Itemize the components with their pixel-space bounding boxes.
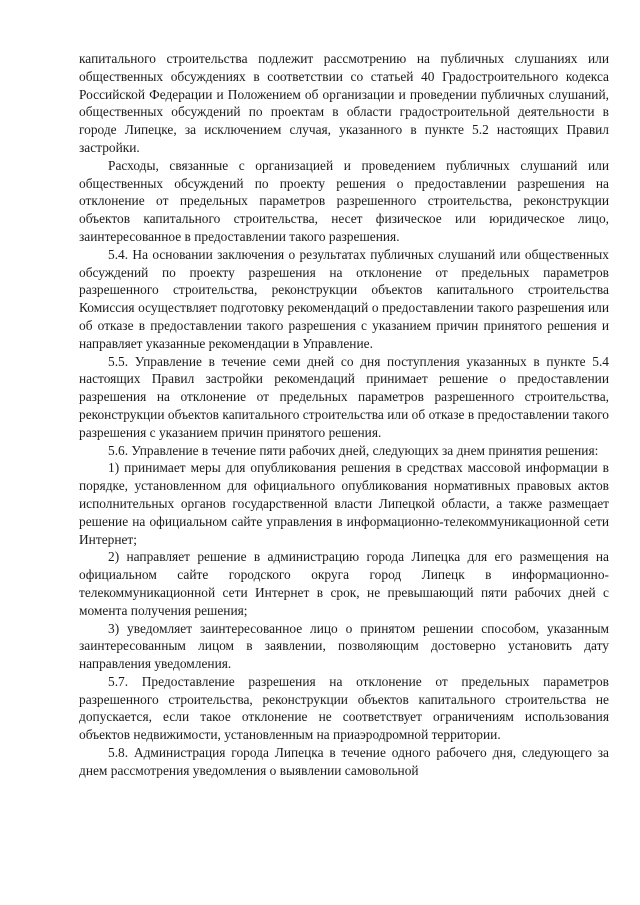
paragraph-5-4: 5.4. На основании заключения о результатах публичных слушаний или общественных обсуждений по проекту разрешения на отклонение от предельных параметров разрешенного строительства, реконструкции объектов капитального строительства Комиссия осуществляет подготовку рекомендаций о предоставлении такого разрешения или об отказе в предоставлении такого разрешения с указанием причин принятого решения и направляет указанные рекомендации в Управление.: [79, 246, 609, 351]
paragraph-5-7: 5.7. Предоставление разрешения на отклонение от предельных параметров разрешенного строительства, реконструкции объектов капитального строительства не допускается, если такое отклонение не соответствует ограничениям использования объектов недвижимости, установленным на приаэродромной территории.: [79, 673, 609, 743]
paragraph-5-6: 5.6. Управление в течение пяти рабочих дней, следующих за днем принятия решения:: [108, 442, 599, 458]
list-item-3: 3) уведомляет заинтересованное лицо о принятом решении способом, указанным заинтересованным лицом в заявлении, позволяющим достоверно установить дату направления уведомления.: [79, 620, 609, 672]
paragraph-5-5: 5.5. Управление в течение семи дней со дня поступления указанных в пункте 5.4 настоящих Правил застройки рекомендаций принимает решение о предоставлении разрешения на отклонение от предельных параметров разрешенного строительства, реконструкции объектов капитального строительства или об отказе в предоставлении такого разрешения с указанием причин принятого решения.: [79, 353, 609, 440]
paragraph-expenses: Расходы, связанные с организацией и проведением публичных слушаний или общественных обсуждений по проекту решения о предоставлении разрешения на отклонение от предельных параметров разрешенного строительства, реконструкции объектов капитального строительства, несет физическое или юридическое лицо, заинтересованное в предоставлении такого разрешения.: [79, 157, 609, 244]
list-item-1: 1) принимает меры для опубликования решения в средствах массовой информации в порядке, установленном для официального опубликования нормативных правовых актов исполнительных органов государственной власти Липецкой области, а также размещает решение на официальном сайте управления в информационно-телекоммуникационной сети Интернет;: [79, 460, 609, 547]
document-body: [79, 50, 609, 780]
paragraph-5-8: 5.8. Администрация города Липецка в течение одного рабочего дня, следующего за днем рассмотрения уведомления о выявлении самовольной: [79, 745, 609, 778]
list-item-2: 2) направляет решение в администрацию города Липецка для его размещения на официальном сайте городского округа город Липецк в информационно-телекоммуникационной сети Интернет в срок, не превышающий пяти рабочих дней с момента получения решения;: [79, 549, 609, 618]
paragraph-continuation: капитального строительства подлежит рассмотрению на публичных слушаниях или общественных обсуждениях в соответствии со статьей 40 Градостроительного кодекса Российской Федерации и Положением об организации и проведении публичных слушаний, общественных обсуждений по проектам в области градостроительной деятельности в городе Липецке, за исключением случая, указанного в пункте 5.2 настоящих Правил застройки.: [79, 51, 609, 155]
